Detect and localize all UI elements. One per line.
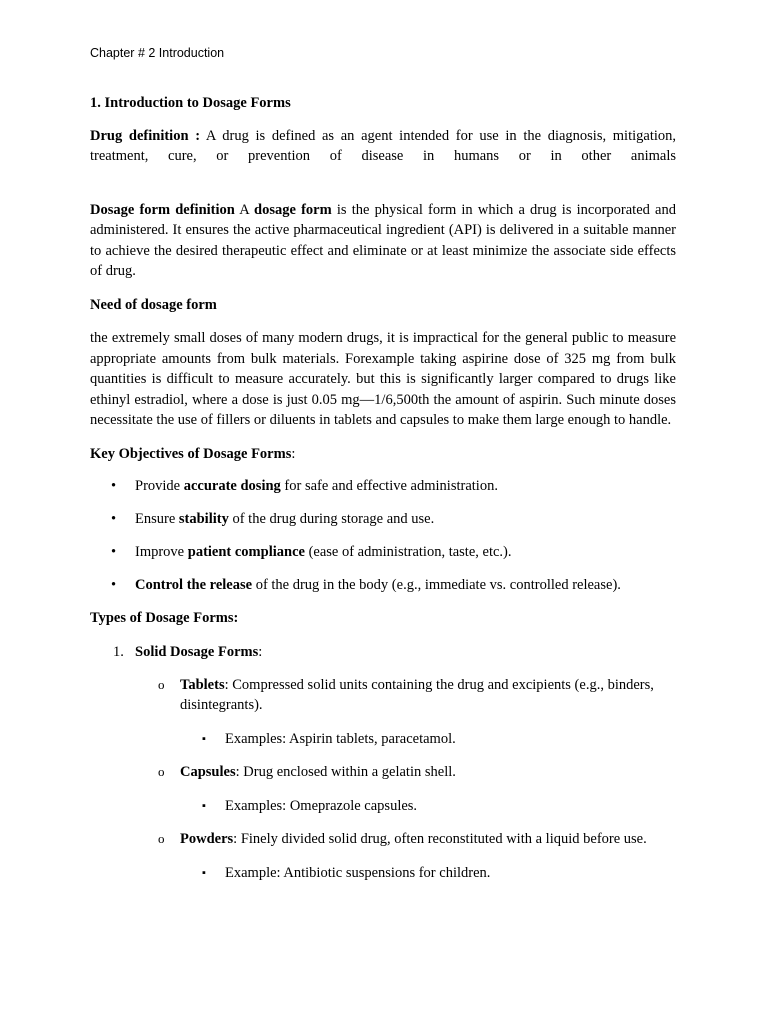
list-item: • Control the release of the drug in the body (e.g., immediate vs. controlled release).: [90, 575, 676, 596]
page-header: Chapter # 2 Introduction: [90, 46, 225, 60]
bullet-icon: •: [111, 511, 117, 527]
square-bullet-icon: ▪: [202, 799, 206, 812]
square-bullet-icon: ▪: [202, 866, 206, 879]
sub-item-powders: o Powders: Finely divided solid drug, often reconstituted with a liquid before use.: [90, 829, 676, 850]
list-item: • Provide accurate dosing for safe and effective administration.: [90, 476, 676, 497]
circle-bullet-icon: o: [158, 676, 165, 692]
square-bullet-icon: ▪: [202, 732, 206, 745]
drug-definition-paragraph: [90, 126, 676, 167]
example-item: ▪ Example: Antibiotic suspensions for children.: [90, 863, 676, 884]
types-heading: Types of Dosage Forms:: [90, 610, 239, 626]
dosage-form-term: dosage form: [254, 201, 332, 218]
list-number: 1.: [113, 643, 124, 660]
circle-bullet-icon: o: [158, 764, 165, 779]
bullet-icon: •: [111, 478, 117, 494]
need-heading: Need of dosage form: [90, 296, 217, 313]
bullet-icon: •: [111, 544, 117, 560]
sub-item-tablets: o Tablets: Compressed solid units containing the drug and excipients (e.g., binders, disintegrants).: [158, 676, 654, 713]
need-paragraph: the extremely small doses of many modern drugs, it is impractical for the general public to measure appropriate amounts from bulk materials. Forexample taking aspirine dose of 325 mg from bulk quantities is difficult to measure accurately. but this is significantly larger compared to drugs like ethinyl estradiol, where a dose is just 0.05 mg—1/6,500th the amount of aspirin. Such minute doses necessitate the use of fillers or diluents in tablets and capsules to make them large enough to handle.: [90, 330, 676, 428]
dosage-form-definition-paragraph: Dosage form definition A dosage form is the physical form in which a drug is incorporated and administered. It ensures the active pharmaceutical ingredient (API) is delivered in a suitable manner to achieve the desired therapeutic effect and eliminate or at least minimize the associate side effects of drug.: [90, 201, 676, 279]
list-item: • Ensure stability of the drug during storage and use.: [90, 509, 676, 530]
example-item: ▪ Examples: Aspirin tablets, paracetamol.: [90, 729, 676, 750]
dosage-form-definition-label: Dosage form definition: [90, 201, 235, 218]
list-item: • Improve patient compliance (ease of administration, taste, etc.).: [90, 542, 676, 563]
document-body: [90, 93, 676, 896]
drug-definition-label: Drug definition :: [90, 127, 201, 144]
numbered-item-solid: 1. Solid Dosage Forms:: [90, 642, 676, 663]
example-item: ▪ Examples: Omeprazole capsules.: [90, 796, 676, 817]
drug-definition-text: A drug is defined as an agent intended for use in the diagnosis, mitigation, treatment, cure, or prevention of disease in humans or in other animals: [90, 127, 677, 164]
section-title: 1. Introduction to Dosage Forms: [90, 95, 291, 111]
objectives-list: [90, 476, 676, 596]
circle-bullet-icon: o: [158, 831, 165, 846]
objectives-heading: Key Objectives of Dosage Forms:: [90, 445, 296, 462]
sub-item-capsules: o Capsules: Drug enclosed within a gelatin shell.: [90, 762, 676, 783]
bullet-icon: •: [111, 577, 117, 593]
